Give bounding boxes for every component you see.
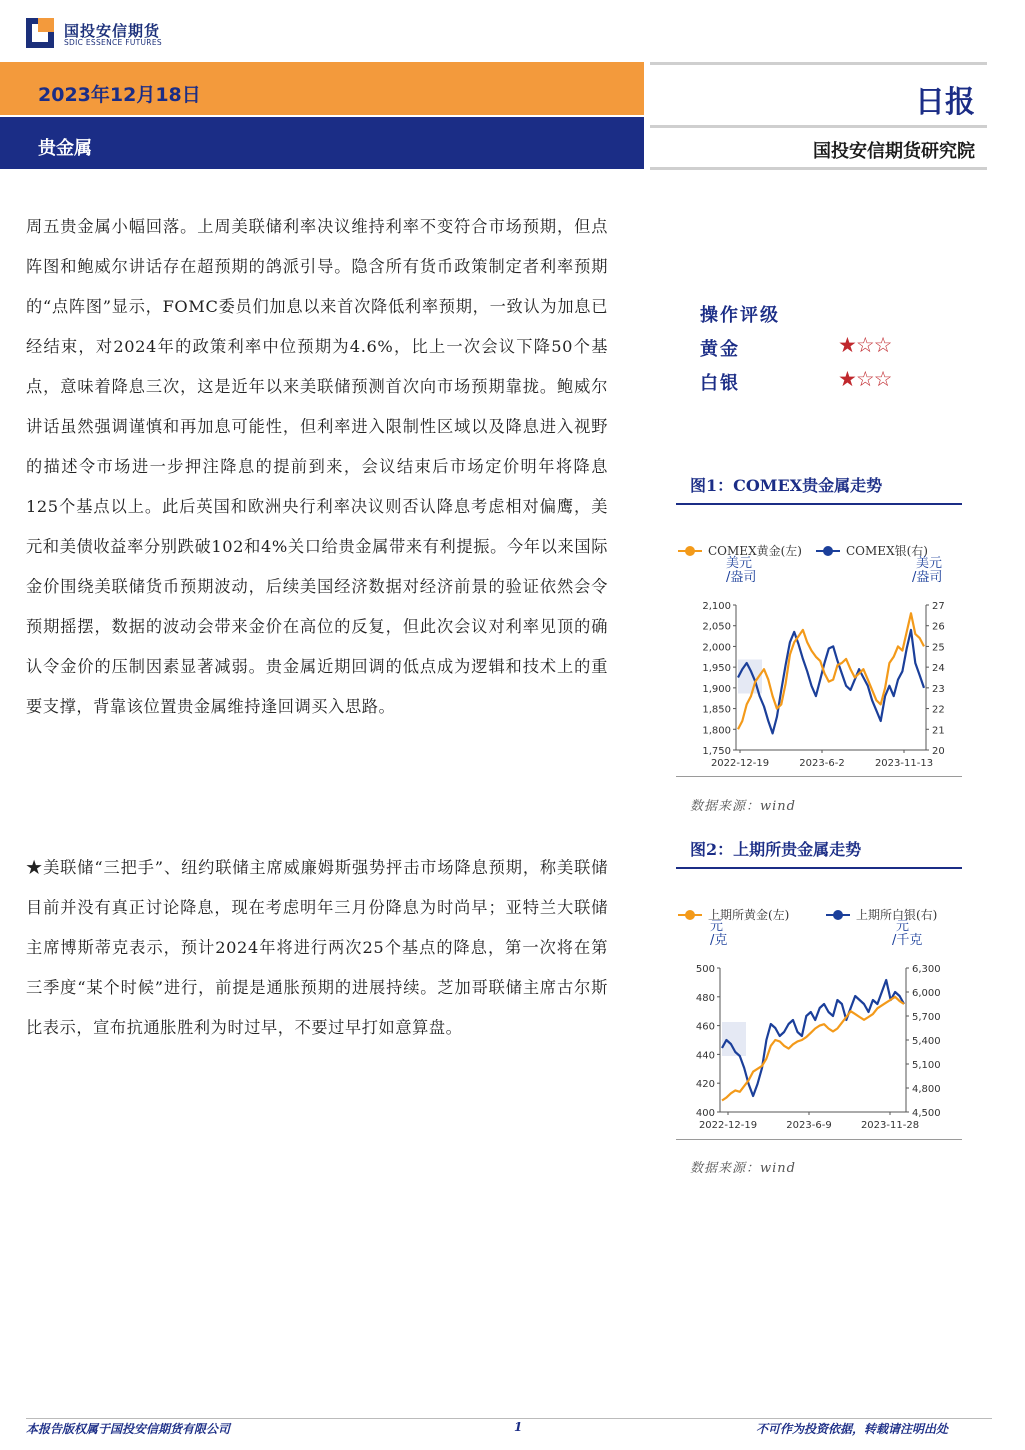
right-tick-label: 26 [932, 621, 945, 633]
footer-disclaimer: 不可作为投资依据，转载请注明出处 [756, 1422, 949, 1436]
figure1-top-rule [676, 503, 962, 505]
left-axis-unit: /盎司 [726, 570, 757, 585]
market-commentary-paragraph: 周五贵金属小幅回落。上周美联储利率决议维持利率不变符合市场预期，但点阵图和鲍威尔讲话存在超预期的鸽派引导。隐含所有货币政策制定者利率预期的“点阵图”显示，FOMC委员们加息以来首次降低利率预期，一致认为加息已经结束，对2024年的政策利率中位预期为4.6%，比上一次会议下降50个基点，意味着降息三次，这是近年以来美联储预测首次向市场预期靠拢。鲍威尔讲话虽然强调谨慎和再加息可能性，但利率进入限制性区域以及降息进入视野的描述令市场进一步押注降息的提前到来，会议结束后市场定价明年将降息125个基点以上。此后英国和欧洲央行利率决议则否认降息考虑相对偏鹰，美元和美债收益率分别跌破102和4%关口给贵金属带来有利提振。今年以来国际金价围绕美联储货币预期波动，后续美国经济数据对经济前景的验证依然会令预期摇摆，数据的波动会带来金价在高位的反复，但此次会议对利率见顶的确认令金价的压制因素显著减弱。贵金属近期回调的低点成为逻辑和技术上的重要支撑，背靠该位置贵金属维持逢回调买入思路。 [26, 217, 608, 716]
comex-chart [676, 530, 966, 778]
legend-label: 上期所黄金(左) [708, 908, 790, 922]
legend-marker [685, 546, 695, 556]
fed-news-paragraph: ★美联储“三把手”、纽约联储主席威廉姆斯强势抨击市场降息预期，称美联储目前并没有真正讨论降息，现在考虑明年三月份降息为时尚早；亚特兰大联储主席博斯蒂克表示，预计2024年将进行两次25个基点的降息，第一次将在第三季度“某个时候”进行，前提是通胀预期的进展持续。芝加哥联储主席古尔斯比表示，宣布抗通胀胜利为时过早，不要过早打如意算盘。 [26, 858, 608, 1037]
logo-en-text: SDIC ESSENCE FUTURES [64, 38, 162, 47]
x-tick-label: 2022-12-19 [710, 758, 770, 769]
right-tick-label: 5,400 [912, 1036, 941, 1047]
right-tick-label: 4,500 [912, 1108, 941, 1119]
shfe-chart [676, 896, 966, 1140]
right-axis-unit: /千克 [892, 933, 923, 948]
rating-row-gold [700, 333, 960, 367]
left-tick-label: 2,000 [702, 642, 731, 654]
legend-label: 上期所白银(右) [856, 908, 938, 922]
right-tick-label: 22 [932, 704, 945, 716]
left-axis-unit: 元 [710, 919, 724, 934]
institute-name: 国投安信期货研究院 [813, 141, 975, 162]
x-tick-label: 2022-12-19 [698, 1120, 758, 1131]
header-rule-bottom [650, 167, 987, 170]
x-tick-label: 2023-11-28 [860, 1120, 920, 1131]
rating-item-name: 黄金 [700, 339, 740, 360]
rating-row-silver [700, 367, 960, 401]
rating-header-row [700, 299, 960, 333]
right-tick-label: 21 [932, 725, 945, 737]
x-tick-label: 2023-6-2 [799, 758, 845, 769]
legend-label: COMEX银(右) [846, 544, 928, 558]
left-tick-label: 1,750 [702, 746, 731, 757]
figure2-bottom-rule [676, 1139, 962, 1140]
left-tick-label: 440 [695, 1050, 715, 1062]
rating-stars: ★☆☆ [838, 367, 892, 391]
left-tick-label: 420 [695, 1079, 715, 1091]
header-rule-top [650, 62, 987, 65]
left-tick-label: 2,100 [702, 601, 731, 612]
header-right-panel [650, 62, 987, 170]
left-tick-label: 2,050 [702, 621, 731, 633]
legend-marker [833, 910, 843, 920]
right-tick-label: 20 [932, 746, 945, 757]
figure1-bottom-rule [676, 776, 962, 777]
legend-marker [823, 546, 833, 556]
logo-cn-text: 国投安信期货 [64, 22, 161, 40]
x-tick-label: 2023-11-13 [874, 758, 934, 769]
left-tick-label: 480 [695, 992, 715, 1004]
left-axis-unit: /克 [710, 933, 728, 948]
right-tick-label: 4,800 [912, 1084, 941, 1095]
footer-copyright: 本报告版权属于国投安信期货有限公司 [26, 1422, 231, 1436]
legend-label: COMEX黄金(左) [708, 544, 802, 558]
legend-marker [685, 910, 695, 920]
left-tick-label: 1,900 [702, 683, 731, 695]
left-axis-unit: 美元 [726, 556, 753, 571]
figure2-title: 图2：上期所贵金属走势 [690, 840, 862, 859]
figure2-source: 数据来源：wind [690, 1161, 796, 1176]
report-date: 2023年12月18日 [38, 84, 201, 106]
figure1-title: 图1：COMEX贵金属走势 [690, 476, 883, 495]
right-tick-label: 23 [932, 683, 945, 695]
company-logo [26, 18, 186, 52]
header-rule-middle [650, 125, 987, 128]
footer-page-number: 1 [514, 1420, 523, 1434]
right-tick-label: 5,700 [912, 1012, 941, 1023]
x-tick-label: 2023-6-9 [786, 1120, 832, 1131]
rating-title: 操作评级 [700, 305, 780, 326]
right-tick-label: 24 [932, 663, 945, 675]
left-tick-label: 400 [695, 1108, 715, 1119]
right-tick-label: 6,000 [912, 988, 941, 999]
figure1-source: 数据来源：wind [690, 799, 796, 814]
left-tick-label: 1,950 [702, 663, 731, 675]
left-tick-label: 1,850 [702, 704, 731, 716]
left-tick-label: 460 [695, 1021, 715, 1033]
footer-rule [26, 1418, 992, 1419]
right-axis-unit: /盎司 [912, 570, 943, 585]
logo-mark-icon [26, 18, 54, 48]
right-tick-label: 25 [932, 642, 945, 654]
left-tick-label: 1,800 [702, 725, 731, 737]
header-section-bar [0, 117, 644, 169]
rating-item-name: 白银 [700, 373, 740, 394]
right-tick-label: 6,300 [912, 964, 941, 975]
right-tick-label: 27 [932, 601, 945, 612]
right-tick-label: 5,100 [912, 1060, 941, 1071]
rating-stars: ★☆☆ [838, 333, 892, 357]
right-axis-unit: 美元 [916, 556, 943, 571]
left-tick-label: 500 [695, 964, 715, 975]
report-type-title: 日报 [915, 85, 975, 120]
figure2-top-rule [676, 867, 962, 869]
right-axis-unit: 元 [896, 919, 910, 934]
rating-panel [700, 299, 960, 401]
report-section: 贵金属 [38, 138, 92, 159]
